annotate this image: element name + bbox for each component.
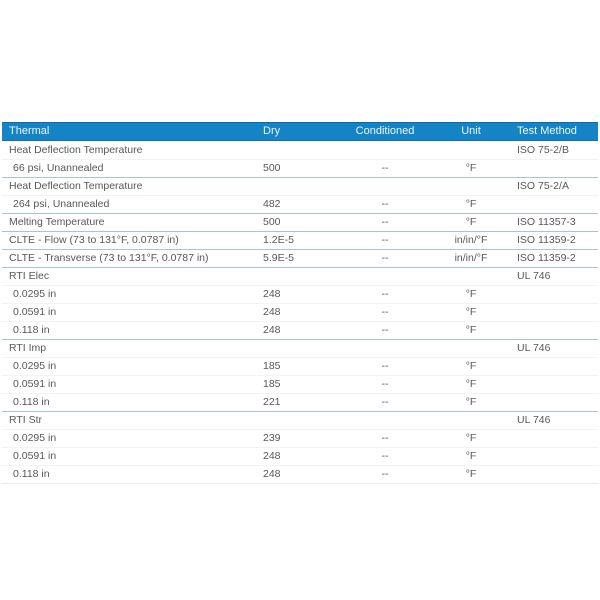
property-cell: CLTE - Transverse (73 to 131°F, 0.0787 in) (9, 252, 209, 264)
conditioned-value-cell: -- (381, 306, 389, 318)
property-cell: 264 psi, Unannealed (13, 198, 110, 210)
dry-value-cell: 482 (263, 198, 281, 210)
property-cell: 0.0295 in (13, 432, 57, 444)
table-row (2, 465, 598, 483)
conditioned-value-cell: -- (381, 360, 389, 372)
dry-value-cell: 500 (263, 216, 281, 228)
unit-cell: °F (465, 324, 477, 336)
conditioned-value-cell: -- (381, 324, 389, 336)
test-method-cell: UL 746 (517, 342, 551, 354)
property-cell: 66 psi, Unannealed (13, 162, 104, 174)
table-body (2, 141, 598, 483)
table-row (2, 357, 598, 375)
property-cell: CLTE - Flow (73 to 131°F, 0.0787 in) (9, 234, 179, 246)
unit-cell: °F (465, 432, 477, 444)
conditioned-value-cell: -- (381, 234, 389, 246)
conditioned-value-cell: -- (381, 252, 389, 264)
table-row (2, 249, 598, 267)
property-cell: 0.0591 in (13, 450, 57, 462)
unit-cell: °F (465, 450, 477, 462)
property-cell: Melting Temperature (9, 216, 105, 228)
unit-cell: °F (465, 288, 477, 300)
table-row (2, 231, 598, 249)
conditioned-value-cell: -- (381, 432, 389, 444)
unit-cell: °F (465, 360, 477, 372)
property-cell: RTI Imp (9, 342, 47, 354)
property-cell: 0.118 in (13, 468, 50, 480)
conditioned-value-cell: -- (381, 288, 389, 300)
thermal-properties-table (2, 122, 598, 484)
unit-cell: in/in/°F (454, 252, 488, 264)
dry-value-cell: 1.2E-5 (263, 234, 294, 246)
conditioned-value-cell: -- (381, 162, 389, 174)
dry-value-cell: 248 (263, 306, 281, 318)
header-conditioned: Conditioned (355, 125, 415, 137)
dry-value-cell: 500 (263, 162, 281, 174)
dry-value-cell: 248 (263, 324, 281, 336)
conditioned-value-cell: -- (381, 396, 389, 408)
property-cell: 0.0295 in (13, 288, 57, 300)
property-cell: 0.118 in (13, 324, 50, 336)
conditioned-value-cell: -- (381, 450, 389, 462)
unit-cell: °F (465, 468, 477, 480)
property-cell: 0.0295 in (13, 360, 57, 372)
dry-value-cell: 185 (263, 378, 281, 390)
property-cell: 0.0591 in (13, 378, 57, 390)
dry-value-cell: 248 (263, 450, 281, 462)
table-row (2, 285, 598, 303)
property-cell: RTI Str (9, 414, 43, 426)
header-test-method: Test Method (517, 125, 577, 137)
header-dry: Dry (263, 125, 281, 137)
unit-cell: °F (465, 216, 477, 228)
test-method-cell: ISO 11359-2 (517, 252, 576, 264)
table-row (2, 177, 598, 195)
conditioned-value-cell: -- (381, 378, 389, 390)
test-method-cell: UL 746 (517, 270, 551, 282)
property-cell: RTI Elec (9, 270, 50, 282)
unit-cell: °F (465, 396, 477, 408)
property-cell: 0.118 in (13, 396, 50, 408)
unit-cell: °F (465, 306, 477, 318)
dry-value-cell: 239 (263, 432, 281, 444)
table-row (2, 447, 598, 465)
table-row (2, 339, 598, 357)
dry-value-cell: 248 (263, 468, 281, 480)
unit-cell: °F (465, 378, 477, 390)
dry-value-cell: 248 (263, 288, 281, 300)
dry-value-cell: 221 (263, 396, 281, 408)
test-method-cell: ISO 11359-2 (517, 234, 576, 246)
table-header-row (2, 122, 598, 141)
table-row (2, 141, 598, 159)
test-method-cell: ISO 75-2/B (517, 143, 569, 156)
table-row (2, 393, 598, 411)
conditioned-value-cell: -- (381, 468, 389, 480)
table-row (2, 375, 598, 393)
dry-value-cell: 185 (263, 360, 281, 372)
table-row (2, 411, 598, 429)
conditioned-value-cell: -- (381, 216, 389, 228)
header-thermal: Thermal (9, 125, 50, 137)
property-cell: Heat Deflection Temperature (9, 180, 143, 192)
conditioned-value-cell: -- (381, 198, 389, 210)
table-row (2, 213, 598, 231)
header-unit: Unit (461, 125, 481, 137)
table-row (2, 267, 598, 285)
test-method-cell: UL 746 (517, 414, 551, 426)
table-row (2, 429, 598, 447)
unit-cell: °F (465, 198, 477, 210)
table-row (2, 303, 598, 321)
table-row (2, 321, 598, 339)
property-cell: 0.0591 in (13, 306, 57, 318)
unit-cell: °F (465, 162, 477, 174)
test-method-cell: ISO 11357-3 (517, 216, 576, 228)
dry-value-cell: 5.9E-5 (263, 252, 294, 264)
property-cell: Heat Deflection Temperature (9, 143, 143, 156)
table-row (2, 159, 598, 177)
test-method-cell: ISO 75-2/A (517, 180, 569, 192)
unit-cell: in/in/°F (454, 234, 488, 246)
table-row (2, 195, 598, 213)
